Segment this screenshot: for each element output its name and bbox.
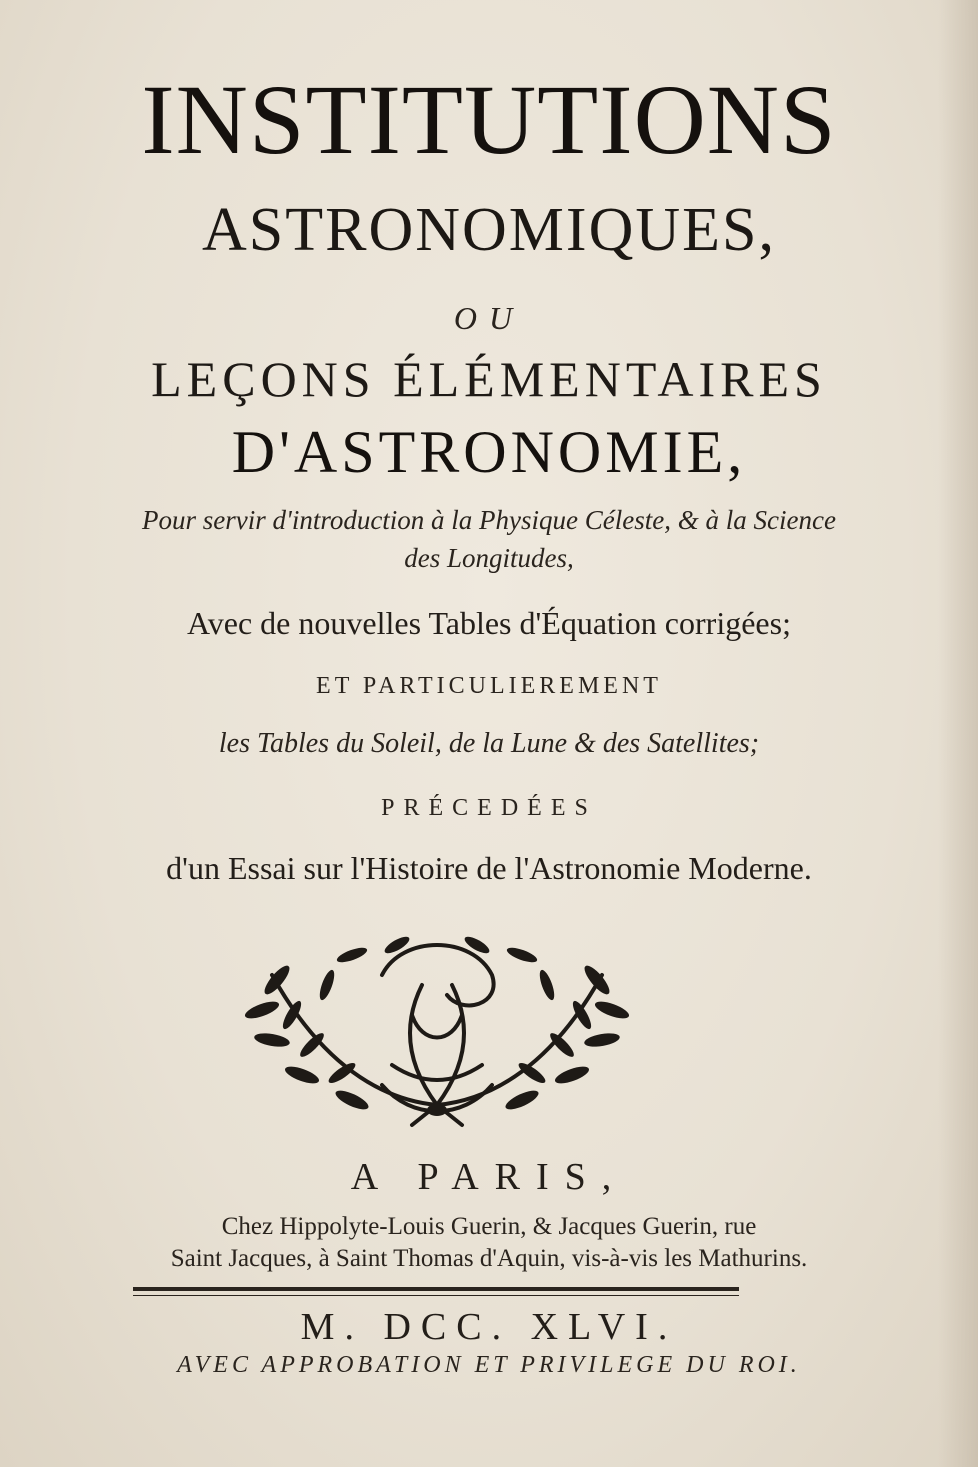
publisher-line-1: Chez Hippolyte-Louis Guerin, & Jacques Guerin, rue: [221, 1213, 757, 1240]
main-title: INSTITUTIONS: [141, 64, 837, 175]
royal-privilege: AVEC APPROBATION ET PRIVILEGE DU ROI.: [177, 1352, 801, 1378]
double-rule-thin: [133, 1295, 739, 1296]
foliage-wreath-icon: [232, 915, 642, 1130]
conjunction-ou: OU: [453, 300, 525, 336]
tables-line: les Tables du Soleil, de la Lune & des Satellites;: [218, 728, 760, 759]
precedees-label: PRÉCEDÉES: [381, 795, 597, 821]
essai-line: d'un Essai sur l'Histoire de l'Astronomie Moderne.: [166, 850, 812, 886]
astronomie-heading: D'ASTRONOMIE,: [231, 419, 747, 485]
double-rule-thick: [133, 1287, 739, 1291]
publisher-line-2: Saint Jacques, à Saint Thomas d'Aquin, vis-à-vis les Mathurins.: [170, 1245, 808, 1272]
purpose-line-2: des Longitudes,: [404, 543, 574, 573]
publication-year: M. DCC. XLVI.: [300, 1306, 678, 1348]
place-of-publication: A PARIS,: [350, 1156, 628, 1198]
et-particulierement: ET PARTICULIEREMENT: [316, 673, 662, 699]
lecons-heading: LEÇONS ÉLÉMENTAIRES: [151, 351, 827, 407]
tables-description: Avec de nouvelles Tables d'Équation corrigées;: [187, 605, 791, 641]
subtitle: ASTRONOMIQUES,: [202, 196, 776, 264]
purpose-line-1: Pour servir d'introduction à la Physique Céleste, & à la Science: [142, 505, 836, 535]
